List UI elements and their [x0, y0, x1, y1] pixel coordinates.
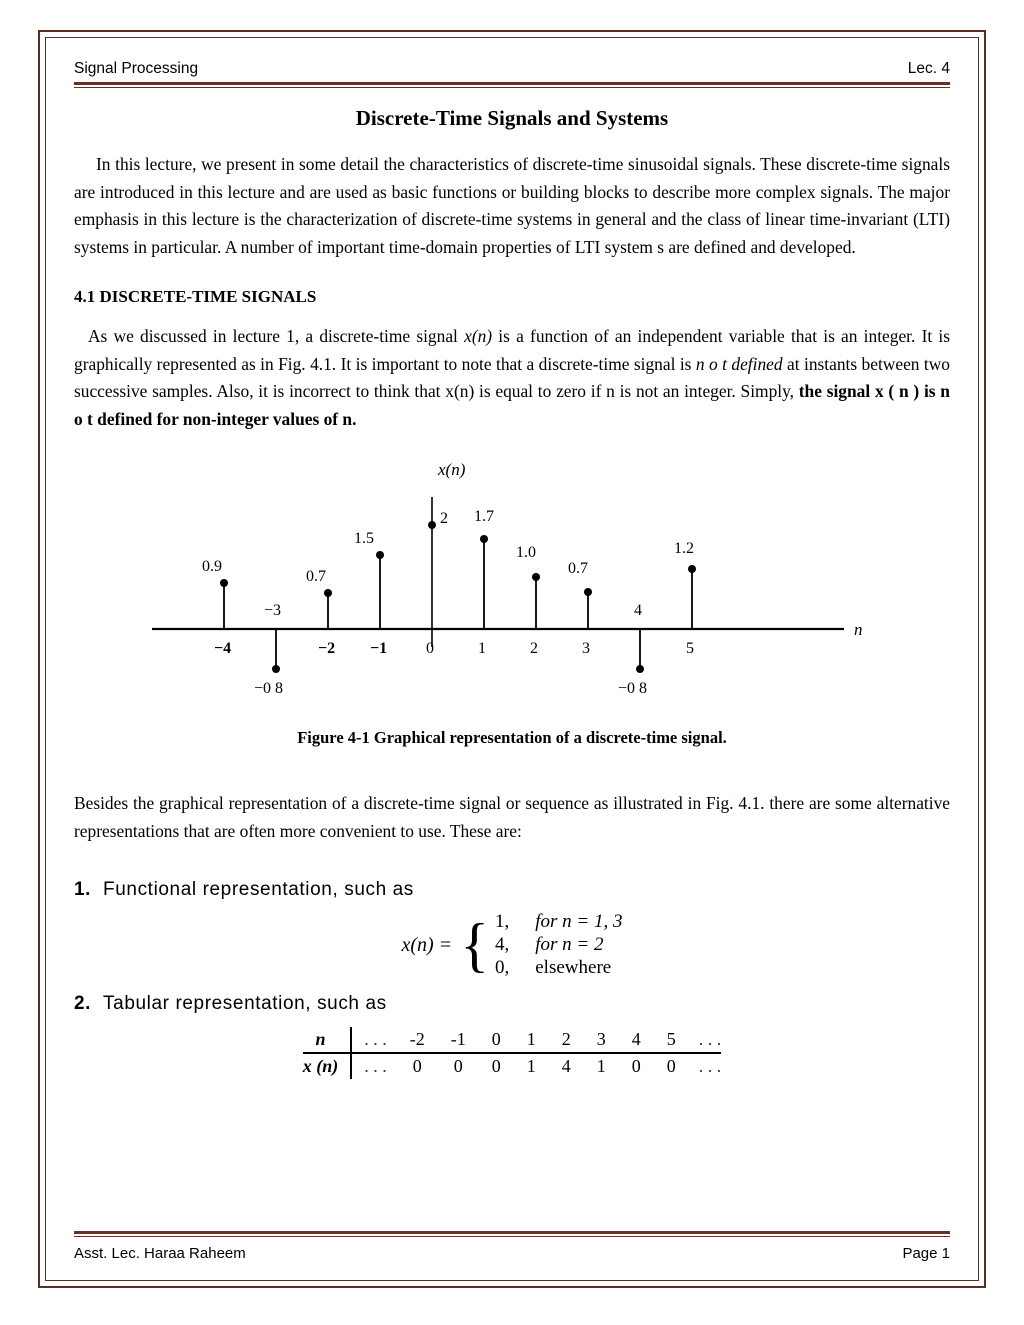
- stem-label-1.7: 1.7: [474, 508, 494, 525]
- stem-dot-n-0: [428, 521, 436, 529]
- x-axis-label: n: [854, 620, 863, 639]
- stem-dot-n-4: [636, 665, 644, 673]
- header-rule: [74, 82, 950, 88]
- table-row: [303, 1053, 722, 1079]
- n-value-7: 5: [666, 1029, 676, 1049]
- functional-cases-table: [495, 911, 623, 979]
- stem-label-1.5: 1.5: [354, 530, 374, 547]
- tick-minus1: −1: [370, 640, 388, 657]
- lead-dots-n: . . .: [364, 1029, 387, 1049]
- footer-rule: [74, 1231, 950, 1237]
- representation-item-1: [74, 879, 950, 901]
- x-value-5: 1: [584, 1053, 619, 1079]
- case-cond-2: for n = 2: [535, 934, 604, 955]
- brace-icon: {: [460, 912, 489, 978]
- header-lecture-number: Lec. 4: [907, 60, 950, 77]
- page-footer: [74, 1245, 950, 1262]
- item-2-text: Tabular representation, such as: [103, 993, 387, 1014]
- tabular-representation: [74, 1027, 950, 1079]
- n-value-4: 2: [561, 1029, 571, 1049]
- table-row: [495, 957, 623, 979]
- n-value-6: 4: [631, 1029, 641, 1049]
- figure-4-1: [74, 447, 950, 748]
- item-2-number: 2.: [74, 993, 92, 1014]
- tabular-representation-table: [303, 1027, 722, 1079]
- tick-minus2: −2: [318, 640, 336, 657]
- functional-representation-equation: [74, 911, 950, 979]
- stem-label-minus0.8-right: −0 8: [618, 680, 648, 697]
- item-1-number: 1.: [74, 879, 92, 900]
- trail-dots-xn: . . .: [689, 1053, 722, 1079]
- para-text-b: is a function of an independent variable that is an integer. It is graphically represented as in Fig. 4.1. It is important to note that a discrete-time signal is: [74, 326, 951, 374]
- page-header: [74, 60, 950, 82]
- table-row: [495, 911, 623, 934]
- intro-paragraph: In this lecture, we present in some detail the characteristics of discrete-time sinusoidal signals. These discrete-time signals are introduced in this lecture and are used as basic functions or building blocks to describe more complex signals. The major emphasis in this lecture is the characterization of discrete-time systems in general and the class of linear time-invariant (LTI) systems in particular. A number of important time-domain properties of LTI system s are defined and developed.: [74, 154, 950, 257]
- stem-label-0.9: 0.9: [202, 558, 222, 575]
- x-value-1: 0: [438, 1053, 479, 1079]
- para-xn-italic: x(n): [464, 326, 493, 346]
- footer-author: Asst. Lec. Haraa Raheem: [74, 1245, 246, 1262]
- after-figure-paragraph: Besides the graphical representation of a discrete-time signal or sequence as illustrated in Fig. 4.1. there are some alternative representations that are often more convenient to use. These are:: [74, 793, 950, 841]
- x-value-6: 0: [619, 1053, 654, 1079]
- case-cond-1: for n = 1, 3: [535, 911, 623, 932]
- stem-dot-n-1: [480, 535, 488, 543]
- lead-dots-xn: . . .: [351, 1053, 397, 1079]
- case-value-1: 1,: [495, 911, 510, 932]
- section-paragraph: [74, 323, 950, 433]
- table-row-label-n: n: [303, 1027, 352, 1053]
- n-value-3: 1: [526, 1029, 536, 1049]
- n-value-2: 0: [491, 1029, 501, 1049]
- case-value-3: 0,: [495, 957, 510, 978]
- stem-label-0.7-right: 0.7: [568, 560, 588, 577]
- page-content: [74, 60, 950, 1262]
- stem-dot-n-minus2: [324, 589, 332, 597]
- representation-item-2: [74, 993, 950, 1015]
- stem-label-1.0: 1.0: [516, 544, 536, 561]
- header-course-title: Signal Processing: [74, 60, 199, 77]
- tick-0: 0: [426, 640, 434, 657]
- stem-label-2: 2: [440, 510, 448, 527]
- case-cond-3: elsewhere: [535, 957, 612, 978]
- table-row-label-xn: x (n): [303, 1053, 352, 1079]
- para-text-a: As we discussed in lecture 1, a discrete-time signal: [88, 326, 465, 346]
- para-text-d: at instants between two successive samples. Also, it is incorrect to think that x(n) is equal to zero if n is not an integer. Simply,: [74, 353, 951, 401]
- tick-1: 1: [478, 640, 486, 657]
- stem-dot-n-minus1: [376, 551, 384, 559]
- para-notdefined-italic: n o t defined: [695, 353, 783, 374]
- n-value-1: -1: [450, 1029, 466, 1049]
- x-value-0: 0: [397, 1053, 438, 1079]
- discrete-signal-stem-plot: [132, 447, 892, 717]
- n-value-0: -2: [409, 1029, 425, 1049]
- page-inner-border: [45, 37, 979, 1281]
- tick-minus4: −4: [214, 640, 232, 657]
- stem-dot-n-3: [584, 588, 592, 596]
- tick-4: 4: [634, 602, 642, 619]
- page-footer-area: [74, 1225, 950, 1262]
- tick-3: 3: [582, 640, 590, 657]
- figure-caption: Figure 4-1 Graphical representation of a discrete-time signal.: [297, 728, 727, 747]
- y-axis-label: x(n): [438, 460, 466, 479]
- section-heading: 4.1 DISCRETE-TIME SIGNALS: [74, 287, 317, 306]
- para-bold-statement: the signal x ( n ) is n o t defined for non-integer values of n.: [74, 381, 950, 429]
- stem-dot-n-minus4: [220, 579, 228, 587]
- table-row: [303, 1027, 722, 1053]
- tick-2: 2: [530, 640, 538, 657]
- stem-dot-n-5: [688, 565, 696, 573]
- footer-page-number: Page 1: [902, 1245, 950, 1262]
- stem-dot-n-2: [532, 573, 540, 581]
- item-1-text: Functional representation, such as: [103, 879, 414, 900]
- x-value-3: 1: [514, 1053, 549, 1079]
- equation-lhs: x(n) =: [401, 933, 453, 956]
- page-title: Discrete-Time Signals and Systems: [355, 106, 669, 130]
- x-value-7: 0: [654, 1053, 689, 1079]
- stem-label-minus0.8-left: −0 8: [254, 680, 284, 697]
- representations-block: [74, 879, 950, 1079]
- stem-dot-n-minus3: [272, 665, 280, 673]
- table-row: [495, 934, 623, 957]
- case-value-2: 4,: [495, 934, 510, 955]
- tick-5: 5: [686, 640, 694, 657]
- trail-dots-n: . . .: [698, 1029, 722, 1049]
- n-value-5: 3: [596, 1029, 606, 1049]
- x-value-2: 0: [479, 1053, 514, 1079]
- page-outer-border: [38, 30, 986, 1288]
- stem-label-1.2: 1.2: [674, 540, 694, 557]
- x-value-4: 4: [549, 1053, 584, 1079]
- stem-label-0.7-left: 0.7: [306, 568, 326, 585]
- tick-minus3: −3: [264, 602, 282, 619]
